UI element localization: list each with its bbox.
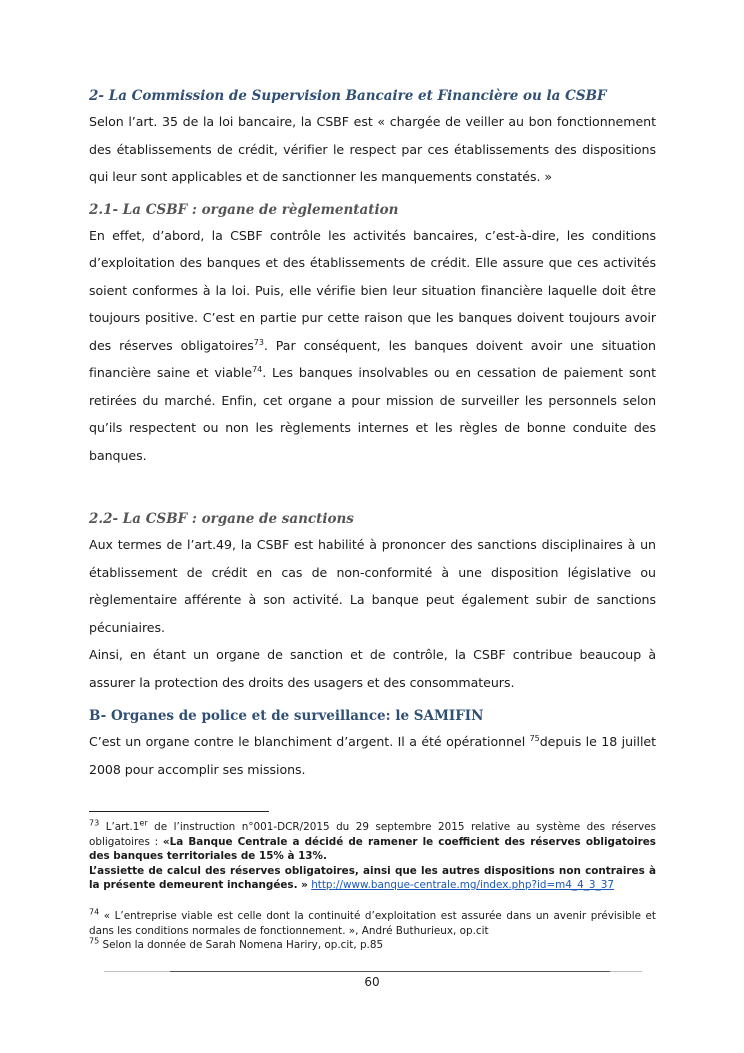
paragraph-sanctions-2: Ainsi, en étant un organe de sanction et de contrôle, la CSBF contribue beaucoup à assurer la protection des droits des usagers et des consommateurs. — [89, 647, 656, 690]
paragraph-text: En effet, d’abord, la CSBF contrôle les activités bancaires, c’est-à-dire, les conditions d’exploitation des banques et des établissements de crédit. Elle assure que ces activités soient conformes à la loi. Puis, elle vérifie bien leur situation financière laquelle doit être toujours positive. C’est en partie pur cette raison que les banques doivent toujours avoir des réserves obligatoires — [89, 227, 656, 353]
footnote-ref-75[interactable]: 75 — [529, 733, 540, 743]
page-number: 60 — [364, 975, 380, 989]
footer-line-accent — [170, 971, 610, 972]
footnote-number: 75 — [89, 936, 100, 946]
paragraph-text: depuis le 18 juillet 2008 pour accomplir ses missions. — [89, 734, 656, 777]
paragraph-text: . Les banques insolvables ou en cessation de paiement sont retirées du marché. Enfin, cet organe a pour mission de surveiller les personnels selon qu’ils respectent ou non les règlements internes et les règles de bonne conduite des banques. — [89, 365, 657, 463]
footnote-ref-74[interactable]: 74 — [252, 364, 263, 374]
footnote-quote: «La Banque Centrale a décidé de ramener le coefficient des réserves obligatoires des banques territoriales de 15% à 13%. — [89, 835, 656, 862]
footnote-75 — [89, 938, 656, 953]
page-body — [89, 88, 656, 783]
paragraph-text: . Par conséquent, les banques doivent avoir une situation financière saine et viable — [89, 337, 656, 380]
heading-csbf: 2- La Commission de Supervision Bancaire et Financière ou la CSBF — [89, 88, 607, 104]
footnote-text: « L’entreprise viable est celle dont la continuité d’exploitation est assurée dans un avenir prévisible et dans les conditions normales de fonctionnement. », André Buthurieux, op.cit — [89, 910, 656, 937]
paragraph-samifin — [89, 728, 656, 783]
footnote-number: 73 — [89, 818, 100, 828]
footnote-quote: L’assiette de calcul des réserves obligatoires, ainsi que les autres dispositions non contraires à la présente demeurent inchangées. » — [89, 864, 656, 891]
paragraph-csbf: Selon l’art. 35 de la loi bancaire, la CSBF est « chargée de veiller au bon fonctionnement des établissements de crédit, vérifier le respect par ces établissements des dispositions qui leur sont applicables et de sanctionner les manquements constatés. » — [89, 114, 656, 184]
footnote-text: L’art.1 — [99, 821, 140, 833]
paragraph-reglementation — [89, 222, 656, 470]
footnote-74 — [89, 909, 656, 938]
paragraph-text: C’est un organe contre le blanchiment d’argent. Il a été opérationnel — [89, 734, 530, 749]
footnote-73 — [89, 820, 656, 893]
footer-line — [104, 971, 642, 972]
heading-samifin: B- Organes de police et de surveillance: le SAMIFIN — [89, 708, 484, 724]
footnote-link[interactable]: http://www.banque-centrale.mg/index.php?id=m4_4_3_37 — [311, 879, 614, 891]
heading-reglementation: 2.1- La CSBF : organe de règlementation — [89, 201, 399, 218]
footnote-ref-73[interactable]: 73 — [253, 337, 264, 347]
paragraph-sanctions-1: Aux termes de l’art.49, la CSBF est habilité à prononcer des sanctions disciplinaires à un établissement de crédit en cas de non-conformité à une disposition législative ou règlementaire afférente à son activité. La banque peut également subir de sanctions pécuniaires. — [89, 537, 656, 635]
heading-sanctions: 2.2- La CSBF : organe de sanctions — [89, 511, 354, 527]
footnote-text: de l’instruction n°001-DCR/2015 du 29 septembre 2015 relative au système des réserves obligatoires : — [89, 821, 656, 848]
footnote-text: Selon la donnée de Sarah Nomena Hariry, op.cit, p.85 — [99, 939, 384, 951]
footnote-number: 74 — [89, 907, 100, 917]
footnote-separator — [89, 811, 269, 812]
footnote-superscript: er — [139, 818, 148, 828]
